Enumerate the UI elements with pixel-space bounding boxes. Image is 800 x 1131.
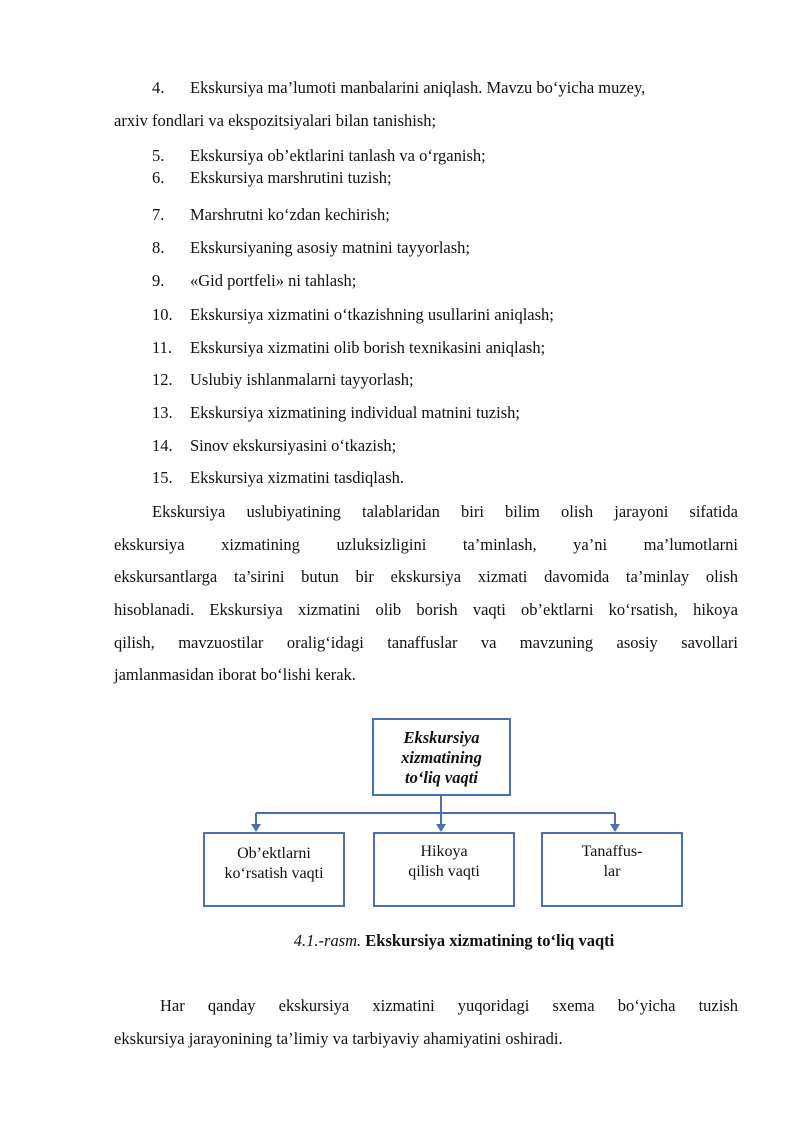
- paragraph-line: qilish, mavzuostilar oralig‘idagi tanaffuslar va mavzuning asosiy savollari: [114, 633, 738, 652]
- list-item-text: Ekskursiya xizmatining individual matnini tuzish;: [190, 403, 520, 422]
- list-item-text: Ekskursiya xizmatini tasdiqlash.: [190, 468, 405, 487]
- diagram-child-line: Ob’ektlarni: [237, 845, 311, 862]
- list-item-text: «Gid portfeli» ni tahlash;: [190, 271, 357, 290]
- paragraph-line: Har qanday ekskursiya xizmatini yuqoridagi sxema bo‘yicha tuzish: [160, 996, 738, 1015]
- list-item-number: 12.: [152, 370, 173, 389]
- diagram-child-line: Hikoya: [420, 843, 468, 860]
- diagram-root-line: xizmatining: [401, 748, 482, 767]
- diagram-child-line: ko‘rsatish vaqti: [224, 865, 324, 882]
- diagram-root-box: [372, 718, 511, 796]
- paragraph-line: Ekskursiya uslubiyatining talablaridan biri bilim olish jarayoni sifatida: [152, 502, 738, 521]
- list-item-number: 15.: [152, 468, 173, 487]
- paragraph-line: ekskursiya xizmatining uzluksizligini ta’minlash, ya’ni ma’lumotlarni: [114, 535, 738, 554]
- diagram-child-box: [541, 832, 683, 907]
- diagram-root-line: to‘liq vaqti: [405, 768, 478, 787]
- list-item-number: 9.: [152, 271, 165, 290]
- list-item-number: 10.: [152, 305, 173, 324]
- diagram-child-line: Tanaffus-: [581, 843, 643, 860]
- list-item-number: 8.: [152, 238, 165, 257]
- diagram-root-line: Ekskursiya: [403, 728, 480, 747]
- arrow-head-left: [251, 824, 261, 832]
- list-item-text: Sinov ekskursiyasini o‘tkazish;: [190, 436, 397, 455]
- list-item-number: 13.: [152, 403, 173, 422]
- list-item-number: 4.: [152, 78, 165, 97]
- figure-caption-label: 4.1.-rasm.: [293, 931, 362, 950]
- list-item-text: Ekskursiya marshrutini tuzish;: [190, 168, 392, 187]
- figure-caption: [0, 931, 800, 951]
- list-item-number: 14.: [152, 436, 173, 455]
- list-item-text: Uslubiy ishlanmalarni tayyorlash;: [190, 370, 414, 389]
- paragraph-line: hisoblanadi. Ekskursiya xizmatini olib borish vaqti ob’ektlarni ko‘rsatish, hikoya: [114, 600, 738, 619]
- paragraph-line: ekskursantlarga ta’sirini butun bir ekskursiya xizmati davomida ta’minlay olish: [114, 567, 738, 586]
- list-item-number: 11.: [152, 338, 173, 357]
- list-item-text: Ekskursiya ob’ektlarini tanlash va o‘rganish;: [190, 146, 486, 165]
- diagram-child-box: [373, 832, 515, 907]
- arrow-head-middle: [436, 824, 446, 832]
- arrow-head-right: [610, 824, 620, 832]
- diagram-child-box: [203, 832, 345, 907]
- list-item-text: Ekskursiya xizmatini o‘tkazishning usullarini aniqlash;: [190, 305, 554, 324]
- list-item-number: 5.: [152, 146, 165, 165]
- diagram-child-line: lar: [603, 863, 621, 880]
- figure-caption-title: Ekskursiya xizmatining to‘liq vaqti: [365, 931, 615, 950]
- list-item-text: Ekskursiyaning asosiy matnini tayyorlash;: [190, 238, 471, 257]
- paragraph-line: ekskursiya jarayonining ta’limiy va tarbiyaviy ahamiyatini oshiradi.: [114, 1029, 563, 1048]
- list-item-text: Ekskursiya xizmatini olib borish texnikasini aniqlash;: [190, 338, 546, 357]
- list-item-number: 7.: [152, 205, 165, 224]
- list-item-text: Ekskursiya ma’lumoti manbalarini aniqlash. Mavzu bo‘yicha muzey,: [190, 78, 646, 97]
- list-item-number: 6.: [152, 168, 165, 187]
- diagram-child-line: qilish vaqti: [408, 863, 480, 880]
- paragraph-line: jamlanmasidan iborat bo‘lishi kerak.: [114, 665, 356, 684]
- list-item-text: Marshrutni ko‘zdan kechirish;: [190, 205, 390, 224]
- list-item-continuation: arxiv fondlari va ekspozitsiyalari bilan tanishish;: [114, 111, 437, 130]
